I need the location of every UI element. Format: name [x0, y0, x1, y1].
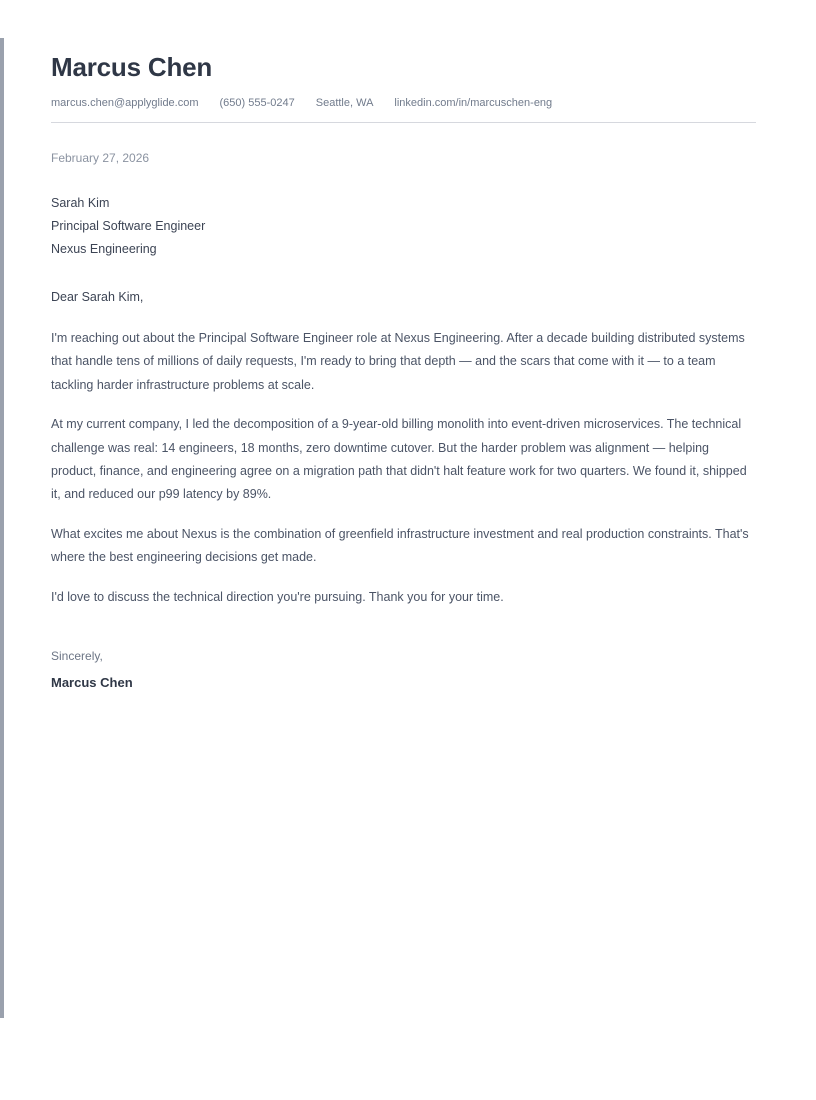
- contact-linkedin[interactable]: linkedin.com/in/marcuschen-eng: [394, 97, 553, 109]
- letterhead: [51, 52, 756, 123]
- left-accent-rail: [0, 38, 4, 1018]
- signature-name: Marcus Chen: [51, 675, 133, 691]
- recipient-title: Principal Software Engineer: [51, 219, 206, 233]
- body-paragraph: I'm reaching out about the Principal Software Engineer role at Nexus Engineering. After a decade building distributed systems that handle tens of millions of daily requests, I'm ready to bring that depth — and the scars that come with it — to a team tackling harder infrastructure problems at scale.: [51, 331, 745, 392]
- contact-email[interactable]: marcus.chen@applyglide.com: [51, 97, 199, 109]
- recipient-name: Sarah Kim: [51, 196, 110, 210]
- letter-content: [51, 52, 756, 691]
- body-paragraph: I'd love to discuss the technical direction you're pursuing. Thank you for your time.: [51, 589, 504, 604]
- body-paragraph: What excites me about Nexus is the combination of greenfield infrastructure investment and real production constraints. That's where the best engineering decisions get made.: [51, 526, 749, 565]
- contact-line: [51, 96, 756, 110]
- page-title: Marcus Chen: [51, 52, 213, 82]
- salutation: Dear Sarah Kim,: [51, 290, 144, 304]
- contact-phone[interactable]: (650) 555-0247: [219, 97, 295, 109]
- contact-location: Seattle, WA: [315, 97, 374, 109]
- closing-line: Sincerely,: [51, 649, 103, 664]
- letter-date: February 27, 2026: [51, 151, 150, 165]
- letter-body: [51, 327, 756, 609]
- letterhead-divider: [51, 122, 756, 123]
- body-paragraph: At my current company, I led the decomposition of a 9-year-old billing monolith into event-driven microservices. The technical challenge was real: 14 engineers, 18 months, zero downtime cutover. But the harder problem was alignment — helping product, finance, and engineering agree on a migration path that didn't halt feature work for two quarters. We found it, shipped it, and reduced our p99 latency by 89%.: [51, 417, 747, 502]
- recipient-company: Nexus Engineering: [51, 242, 157, 256]
- recipient-block: [51, 192, 756, 261]
